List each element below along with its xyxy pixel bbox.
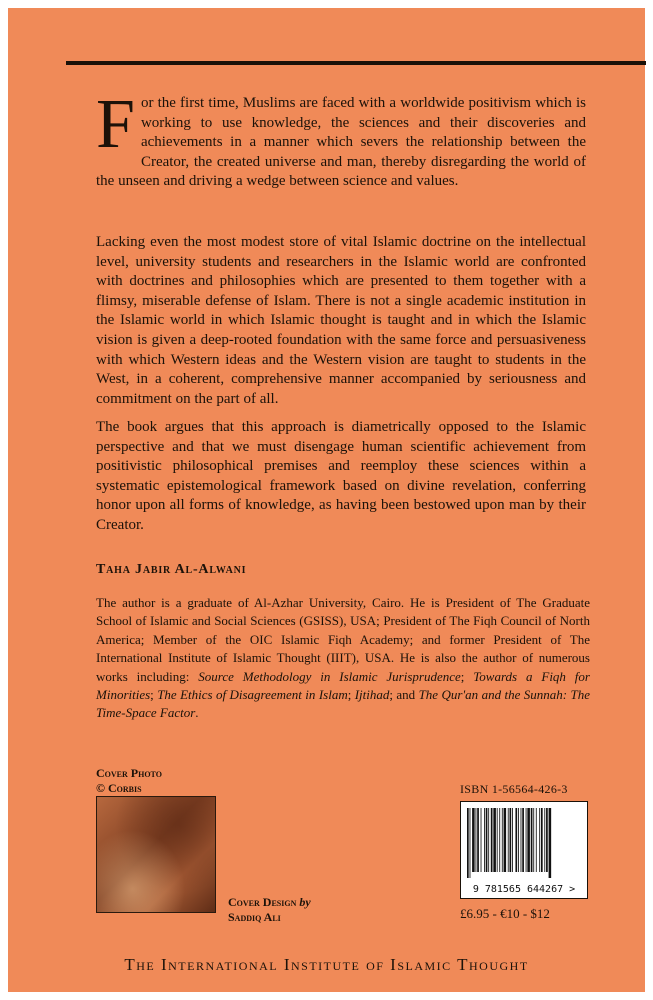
barcode-bar: [504, 808, 507, 872]
price: £6.95 - €10 - $12: [460, 906, 550, 921]
barcode-bar: [541, 808, 543, 872]
barcode-bar: [536, 808, 537, 872]
barcode-bar: [491, 808, 493, 872]
work-title: Ijtihad: [354, 687, 390, 703]
design-credit: [228, 895, 311, 925]
top-rule: [66, 61, 646, 65]
separator: .: [195, 705, 199, 721]
photo-credit-line-2: © Corbis: [96, 781, 142, 795]
barcode-bar: [470, 808, 471, 878]
isbn-label: ISBN 1-56564-426-3: [460, 782, 568, 796]
separator: ;: [460, 668, 474, 684]
barcode-bars: [467, 808, 581, 878]
barcode-bar: [488, 808, 489, 872]
photo-credit-line-1: Cover Photo: [96, 766, 162, 780]
work-title: The Qur'an and the Sunnah: The Time-Space Factor: [96, 687, 590, 721]
barcode-bar: [497, 808, 498, 872]
back-cover: [8, 8, 645, 992]
barcode-bar: [481, 808, 482, 872]
separator: ; and: [389, 687, 419, 703]
blurb-paragraph-2: Lacking even the most modest store of vital Islamic doctrine on the intellectual level, university students and researchers in the Islamic world are confronted with doctrines and philosophies which are presented to them together with a flimsy, miserable defense of Islam. There is not a single academic institution in the Islamic world in which Islamic thought is taught and in which the Islamic vision is given a deep-rooted foundation with the same force and persuasiveness with which Western ideas and the Western vision are taught to students in the West, in a coherent, comprehensive manner accompanied by seriousness and commitment on the part of all.: [96, 234, 586, 407]
barcode-bar: [515, 808, 517, 872]
barcode-bar: [486, 808, 488, 872]
barcode-bar: [526, 808, 527, 872]
barcode-bar: [549, 808, 552, 878]
design-credit-prefix: Cover Design: [228, 895, 300, 909]
design-credit-name: Saddiq Ali: [228, 910, 281, 924]
work-title: Source Methodology in Islamic Jurisprudence: [198, 668, 461, 684]
barcode-bar: [544, 808, 545, 872]
barcode-bar: [546, 808, 548, 872]
barcode-bar: [493, 808, 496, 872]
barcode-bar: [512, 808, 513, 872]
author-bio-intro: The author is a graduate of Al-Azhar University, Cairo. He is President of The Graduate School of Islamic and Social Sciences (GSISS), USA; President of The Fiqh Council of North America; Member of the OIC Islamic Fiqh Academy; and former President of The International Institute of Islamic Thought (IIIT), USA. He is also the author of numerous works including:: [96, 595, 590, 684]
barcode-bar: [472, 808, 475, 872]
drop-cap: F: [96, 86, 135, 163]
barcode-bar: [477, 808, 479, 872]
barcode-bar: [508, 808, 509, 872]
barcode: [460, 801, 588, 899]
barcode-bar: [527, 808, 530, 872]
separator: ;: [150, 687, 158, 703]
photo-credit: [96, 766, 162, 796]
barcode-bar: [467, 808, 469, 878]
blurb-paragraph-3: The book argues that this approach is diametrically opposed to the Islamic perspective and that we must disengage human scientific achievement from positivistic philosophical premises and reemploy these sciences within a systematic epistemological framework based on divine revelation, conferring honor upon all forms of knowledge, as having been bestowed upon man by their Creator.: [96, 419, 586, 533]
blurb-paragraph-1-text: or the first time, Muslims are faced with a worldwide positivism which is working to use knowledge, the sciences and their discoveries and achievements in a manner which severs the relationship between the Creator, the created universe and man, thereby disregarding the world of the unseen and driving a wedge between science and values.: [96, 95, 586, 190]
barcode-bar: [499, 808, 500, 872]
barcode-digits: 9 781565 644267 >: [472, 884, 576, 895]
work-title: The Ethics of Disagreement in Islam: [157, 687, 348, 703]
barcode-bar: [539, 808, 540, 872]
cover-photo-thumbnail: [96, 796, 216, 913]
barcode-bar: [510, 808, 512, 872]
blurb-paragraph-1: [96, 86, 586, 192]
author-bio: [96, 594, 590, 723]
barcode-bar: [531, 808, 533, 872]
work-title: Towards a Fiqh for Minorities: [96, 668, 590, 703]
barcode-bar: [521, 808, 522, 872]
barcode-bar: [533, 808, 534, 872]
publisher-name: The International Institute of Islamic Thought: [124, 955, 529, 974]
barcode-bar: [518, 808, 519, 872]
barcode-bar: [522, 808, 524, 872]
author-name: Taha Jabir Al-Alwani: [96, 562, 247, 577]
design-credit-by: by: [299, 895, 311, 909]
barcode-bar: [484, 808, 485, 872]
barcode-bar: [476, 808, 477, 872]
barcode-bar: [502, 808, 503, 872]
separator: ;: [347, 687, 355, 703]
